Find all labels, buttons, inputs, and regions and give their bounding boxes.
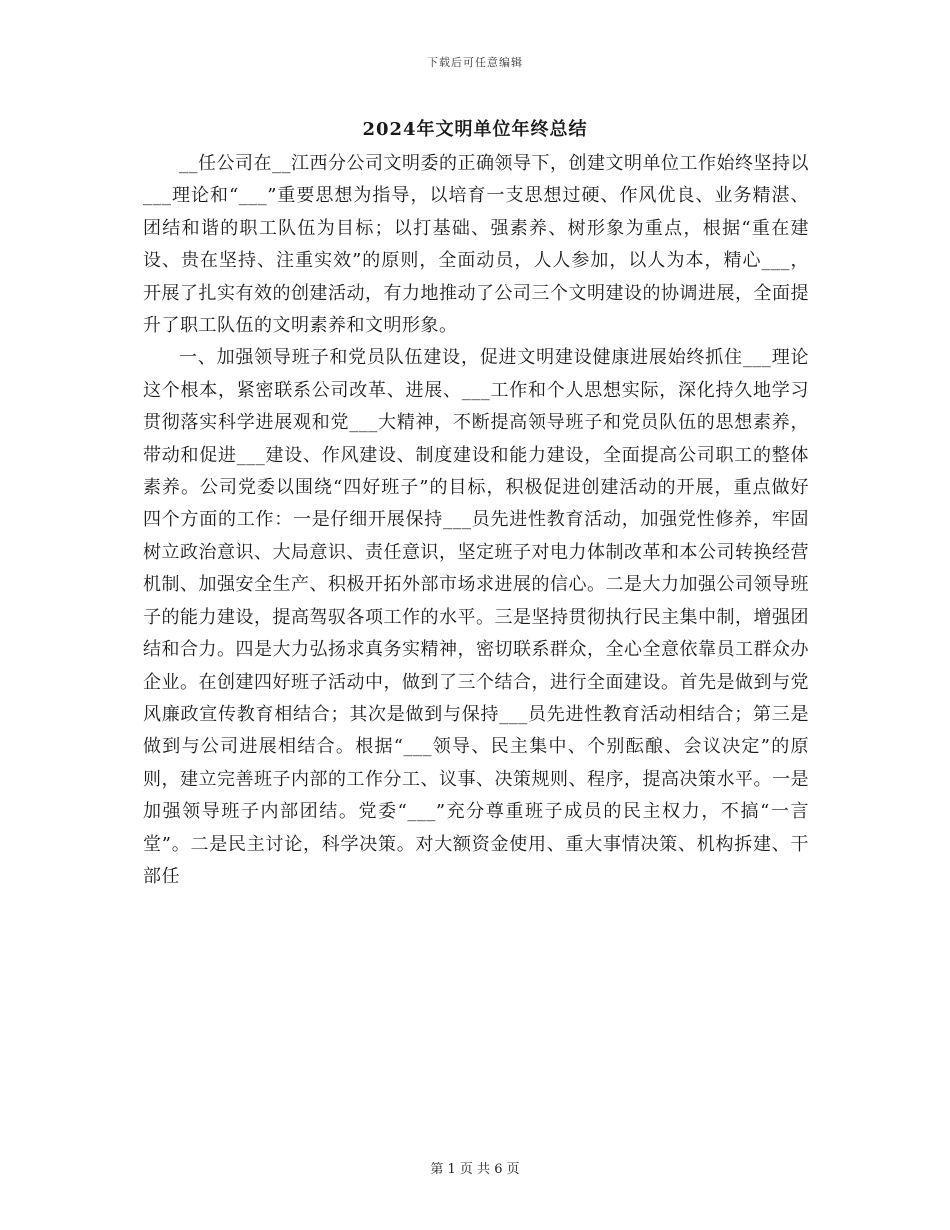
page-number: 第 1 页 共 6 页 (430, 1162, 520, 1177)
document-title: 2024年文明单位年终总结 (362, 119, 588, 140)
document-body (143, 148, 809, 893)
paragraph-intro: __任公司在__江西分公司文明委的正确领导下，创建文明单位工作始终坚持以___理论和“___”重要思想为指导，以培育一支思想过硬、作风优良、业务精湛、团结和谐的职工队伍为目标；以打基础、强素养、树形象为重点，根据“重在建设、贵在坚持、注重实效”的原则，全面动员，人人参加，以人为本，精心___，开展了扎实有效的创建活动，有力地推动了公司三个文明建设的协调进展，全面提升了职工队伍的文明素养和文明形象。 (143, 153, 809, 337)
paragraph-section-one: 一、加强领导班子和党员队伍建设，促进文明建设健康进展始终抓住___理论这个根本，紧密联系公司改革、进展、___工作和个人思想实际，深化持久地学习贯彻落实科学进展观和党___大精神，不断提高领导班子和党员队伍的思想素养，带动和促进___建设、作风建设、制度建设和能力建设，全面提高公司职工的整体素养。公司党委以围绕“四好班子”的目标，积极促进创建活动的开展，重点做好四个方面的工作：一是仔细开展保持___员先进性教育活动，加强党性修养，牢固树立政治意识、大局意识、责任意识，坚定班子对电力体制改革和本公司转换经营机制、加强安全生产、积极开拓外部市场求进展的信心。二是大力加强公司领导班子的能力建设，提高驾驭各项工作的水平。三是坚持贯彻执行民主集中制，增强团结和合力。四是大力弘扬求真务实精神，密切联系群众，全心全意依靠员工群众办企业。在创建四好班子活动中，做到了三个结合，进行全面建设。首先是做到与党风廉政宣传教育相结合；其次是做到与保持___员先进性教育活动相结合；第三是做到与公司进展相结合。根据“___领导、民主集中、个别酝酿、会议决定”的原则，建立完善班子内部的工作分工、议事、决策规则、程序，提高决策水平。一是加强领导班子内部团结。党委“___”充分尊重班子成员的民主权力，不搞“一言堂”。二是民主讨论，科学决策。对大额资金使用、重大事情决策、机构拆建、干部任 (143, 347, 809, 887)
page-header-note: 下载后可任意编辑 (427, 56, 523, 69)
